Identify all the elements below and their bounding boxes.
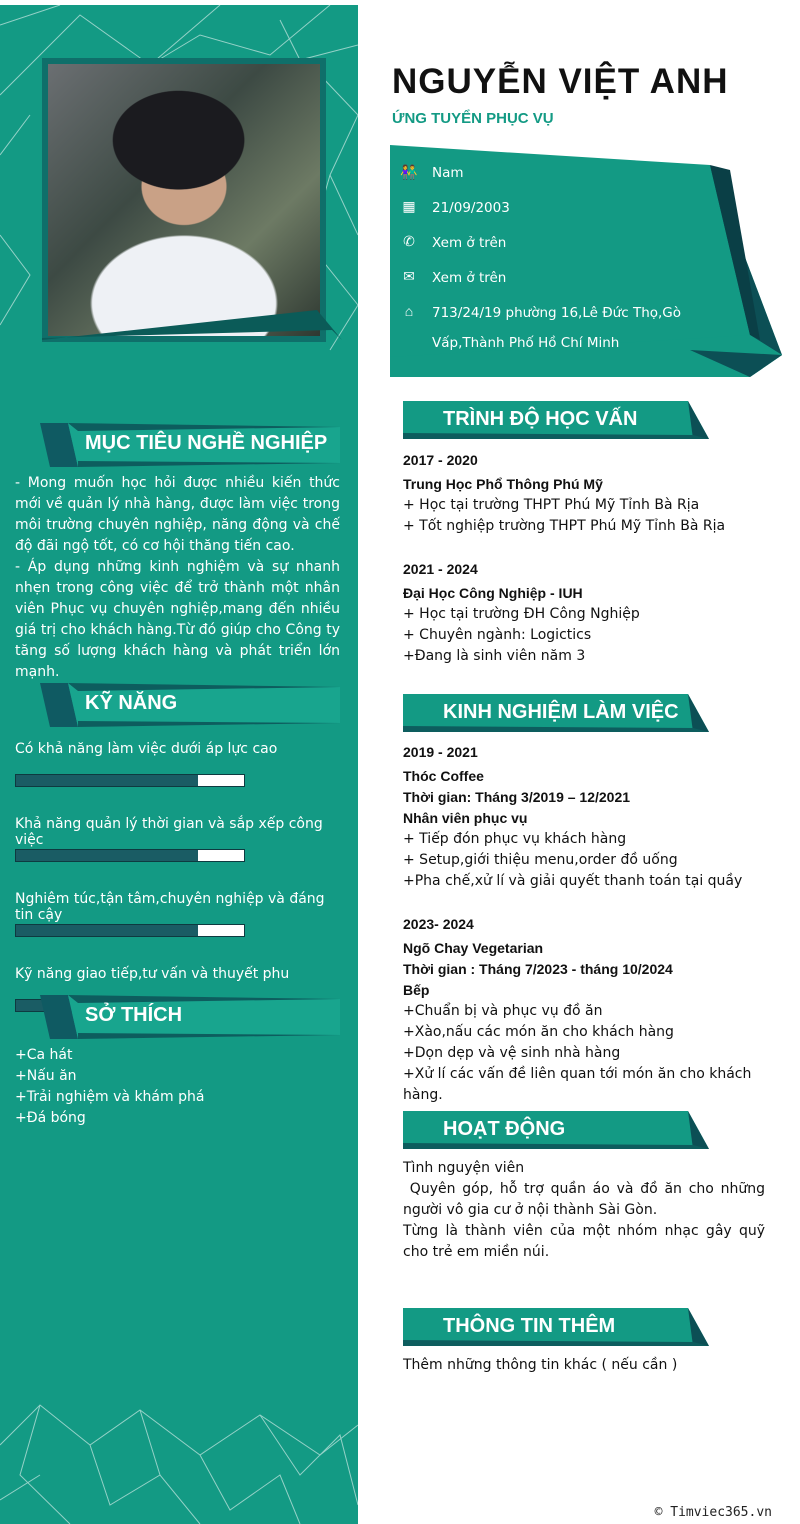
hobby-item: +Đá bóng (15, 1110, 86, 1126)
skill-level-fill (16, 850, 198, 861)
email-icon: ✉ (403, 268, 415, 284)
education-detail: +Đang là sinh viên năm 3 (403, 648, 586, 664)
objective-paragraph-1: - Mong muốn học hỏi được nhiều kiến thức mới về quản lý nhà hàng, được làm việc trong môi trường chuyên nghiệp, năng động và chế độ đãi ngộ tốt, có cơ hội thăng tiến cao. (15, 475, 340, 554)
skill-level-fill (16, 925, 198, 936)
education-entry (403, 450, 765, 667)
activities-header (403, 1111, 713, 1151)
experience-company: Thóc Coffee (403, 768, 484, 784)
activities-content (403, 1158, 770, 1263)
hobby-item: +Trải nghiệm và khám phá (15, 1089, 205, 1105)
experience-detail: +Xào,nấu các món ăn cho khách hàng (403, 1024, 674, 1040)
profile-photo-frame (42, 58, 326, 342)
email-value: Xem ở trên (432, 270, 507, 286)
experience-position: Nhân viên phục vụ (403, 810, 528, 826)
education-period: 2017 - 2020 (403, 452, 478, 468)
gender-icon: 👫 (400, 164, 418, 180)
phone-value: Xem ở trên (432, 235, 507, 251)
experience-detail: + Setup,giới thiệu menu,order đồ uống (403, 852, 678, 868)
hobbies-title: SỞ THÍCH (85, 1004, 183, 1026)
skill-label: Có khả năng làm việc dưới áp lực cao (15, 741, 278, 757)
address-value-line-2: Vấp,Thành Phố Hồ Chí Minh (432, 335, 620, 351)
profile-photo (48, 64, 320, 336)
candidate-name: NGUYỄN VIỆT ANH (392, 62, 729, 101)
extra-info-title: THÔNG TIN THÊM (443, 1315, 616, 1337)
experience-company: Ngõ Chay Vegetarian (403, 940, 544, 956)
skills-section (15, 683, 340, 1041)
activity-line: Từng là thành viên của một nhóm nhạc gây quỹ cho trẻ em miền núi. (403, 1223, 765, 1260)
objective-title: MỤC TIÊU NGHỀ NGHIỆP (85, 432, 328, 454)
education-school: Trung Học Phổ Thông Phú Mỹ (403, 476, 603, 492)
hobby-item: +Nấu ăn (15, 1068, 77, 1084)
experience-time: Thời gian : Tháng 7/2023 - tháng 10/2024 (403, 961, 673, 977)
experience-detail: +Chuẩn bị và phục vụ đồ ăn (403, 1003, 603, 1019)
skill-level-bar (15, 774, 245, 787)
experience-entry (403, 742, 765, 1106)
skills-header (40, 683, 340, 727)
footer-credit: © Timviec365.vn (654, 1505, 772, 1520)
education-detail: + Chuyên ngành: Logictics (403, 627, 592, 643)
education-school: Đại Học Công Nghiệp - IUH (403, 585, 583, 601)
skill-level-bar (15, 924, 245, 937)
activity-line: Tình nguyện viên (403, 1160, 525, 1176)
calendar-icon: ▦ (402, 198, 416, 214)
activity-line: Quyên góp, hỗ trợ quần áo và đồ ăn cho những người vô gia cư ở nội thành Sài Gòn. (403, 1181, 770, 1218)
education-period: 2021 - 2024 (403, 561, 478, 577)
objective-section (15, 423, 340, 683)
hobbies-header (40, 995, 340, 1039)
personal-info-box (390, 145, 782, 377)
hobbies-section (15, 995, 340, 1129)
home-icon: ⌂ (404, 303, 414, 319)
extra-info-text: Thêm những thông tin khác ( nếu cần ) (403, 1357, 678, 1373)
hobbies-list (15, 1045, 340, 1129)
experience-detail: +Xử lí các vấn đề liên quan tới món ăn cho khách hàng. (403, 1066, 752, 1103)
phone-icon: ✆ (403, 233, 415, 249)
skill-label: Kỹ năng giao tiếp,tư vấn và thuyết phu (15, 966, 290, 982)
experience-period: 2019 - 2021 (403, 744, 478, 760)
education-title: TRÌNH ĐỘ HỌC VẤN (443, 408, 638, 430)
applied-position: ỨNG TUYỂN PHỤC VỤ (392, 110, 554, 127)
experience-position: Bếp (403, 982, 430, 998)
hobby-item: +Ca hát (15, 1047, 73, 1063)
gender-value: Nam (432, 165, 464, 181)
extra-info-header (403, 1308, 713, 1348)
birthdate-value: 21/09/2003 (432, 200, 510, 216)
objective-header (40, 423, 340, 467)
education-detail: + Học tại trường ĐH Công Nghiệp (403, 606, 640, 622)
skills-list (15, 741, 340, 1012)
experience-header (403, 694, 713, 734)
experience-detail: + Tiếp đón phục vụ khách hàng (403, 831, 627, 847)
skill-level-bar (15, 849, 245, 862)
skill-label: Khả năng quản lý thời gian và sắp xếp công việc (15, 816, 323, 848)
education-header (403, 401, 713, 441)
experience-detail: +Pha chế,xử lí và giải quyết thanh toán tại quầy (403, 873, 743, 889)
address-value-line-1: 713/24/19 phường 16,Lê Đức Thọ,Gò (432, 305, 682, 321)
experience-title: KINH NGHIỆM LÀM VIỆC (443, 701, 679, 723)
experience-detail: +Dọn dẹp và vệ sinh nhà hàng (403, 1045, 621, 1061)
education-detail: + Học tại trường THPT Phú Mỹ Tỉnh Bà Rịa (403, 497, 700, 513)
objective-paragraph-2: - Áp dụng những kinh nghiệm và sự nhanh nhẹn trong công việc để trở thành một nhân viên Phục vụ chuyên nghiệp,mang đến nhiều giá trị cho khách hàng.Từ đó giúp cho Công ty tăng số lượng khách hàng và phát triển lớn mạnh. (15, 559, 340, 680)
education-detail: + Tốt nghiệp trường THPT Phú Mỹ Tỉnh Bà Rịa (403, 518, 726, 534)
experience-time: Thời gian: Tháng 3/2019 – 12/2021 (403, 789, 631, 805)
left-sidebar (0, 5, 358, 1524)
skills-title: KỸ NĂNG (85, 692, 178, 714)
skill-label: Nghiêm túc,tận tâm,chuyên nghiệp và đáng tin cậy (15, 891, 325, 923)
photo-shadow-shape (42, 310, 342, 380)
experience-period: 2023- 2024 (403, 916, 474, 932)
skill-level-fill (16, 775, 198, 786)
activities-title: HOẠT ĐỘNG (443, 1118, 566, 1140)
